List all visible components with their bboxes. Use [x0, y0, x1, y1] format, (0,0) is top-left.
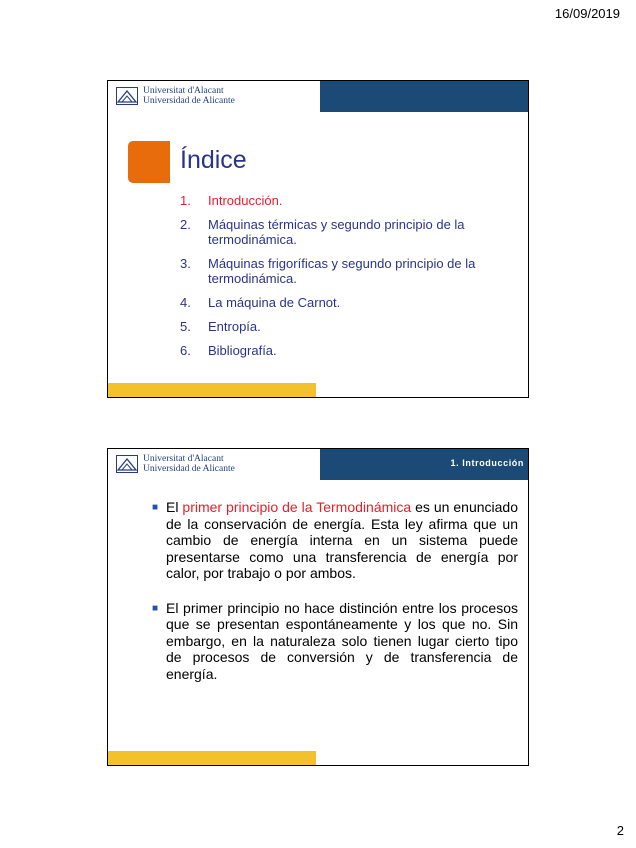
list-item-text: Máquinas frigoríficas y segundo principio de la termodinámica.	[208, 256, 476, 286]
list-item: 4. La máquina de Carnot.	[180, 295, 341, 310]
list-item: 5. Entropía.	[180, 319, 261, 334]
list-item-text: Máquinas térmicas y segundo principio de la termodinámica.	[208, 217, 465, 247]
list-item-text: Introducción.	[208, 193, 283, 208]
bullet-text: El primer principio no hace distinción entre los procesos que se presentan espontáneamente y los que no. Sin embargo, en la naturaleza solo tienen lugar cierto tipo de procesos de conversión y de transferencia de energía.	[166, 599, 518, 682]
footer-bar	[108, 383, 316, 397]
section-label: 1. Introducción	[450, 458, 524, 468]
list-item: 2. Máquinas térmicas y segundo principio de la termodinámica.	[180, 217, 510, 247]
bullet-text: El primer principio de la Termodinámica es un enunciado de la conservación de energía. Esta ley afirma que un cambio de energía interna en un sistema puede presentarse como una transferencia de energía por calor, por trabajo o por ambos.	[166, 499, 518, 581]
highlighted-term: primer principio de la Termodinámica	[182, 499, 412, 515]
page-number: 2	[616, 823, 624, 838]
logo-line2: Universidad de Alicante	[143, 464, 235, 474]
header-bar	[320, 449, 528, 480]
print-date: 16/09/2019	[554, 6, 620, 21]
header-bar	[320, 81, 528, 112]
index-list	[180, 193, 510, 367]
square-bullet-icon: ■	[152, 502, 159, 513]
bullet-item	[152, 499, 518, 582]
footer-bar	[108, 751, 316, 765]
logo-line2: Universidad de Alicante	[143, 96, 235, 106]
list-item-text: Bibliografía.	[208, 343, 277, 358]
slide-title: Índice	[180, 146, 247, 174]
list-item: 1. Introducción.	[180, 193, 283, 208]
logo-line1: Universitat d'Alacant	[143, 454, 224, 464]
university-emblem-icon	[116, 87, 138, 105]
list-item-text: Entropía.	[208, 319, 261, 334]
bullet-item	[152, 600, 518, 683]
title-accent-block	[128, 141, 170, 183]
university-emblem-icon	[116, 455, 138, 473]
list-item: 3. Máquinas frigoríficas y segundo principio de la termodinámica.	[180, 256, 510, 286]
slide-introduction	[107, 448, 529, 766]
list-item: 6. Bibliografía.	[180, 343, 277, 358]
list-item-text: La máquina de Carnot.	[208, 295, 341, 310]
logo-line1: Universitat d'Alacant	[143, 86, 224, 96]
slide-index	[107, 80, 529, 398]
university-logo	[116, 86, 235, 106]
bullet-list	[152, 499, 518, 700]
university-logo	[116, 454, 235, 474]
square-bullet-icon: ■	[152, 602, 159, 614]
